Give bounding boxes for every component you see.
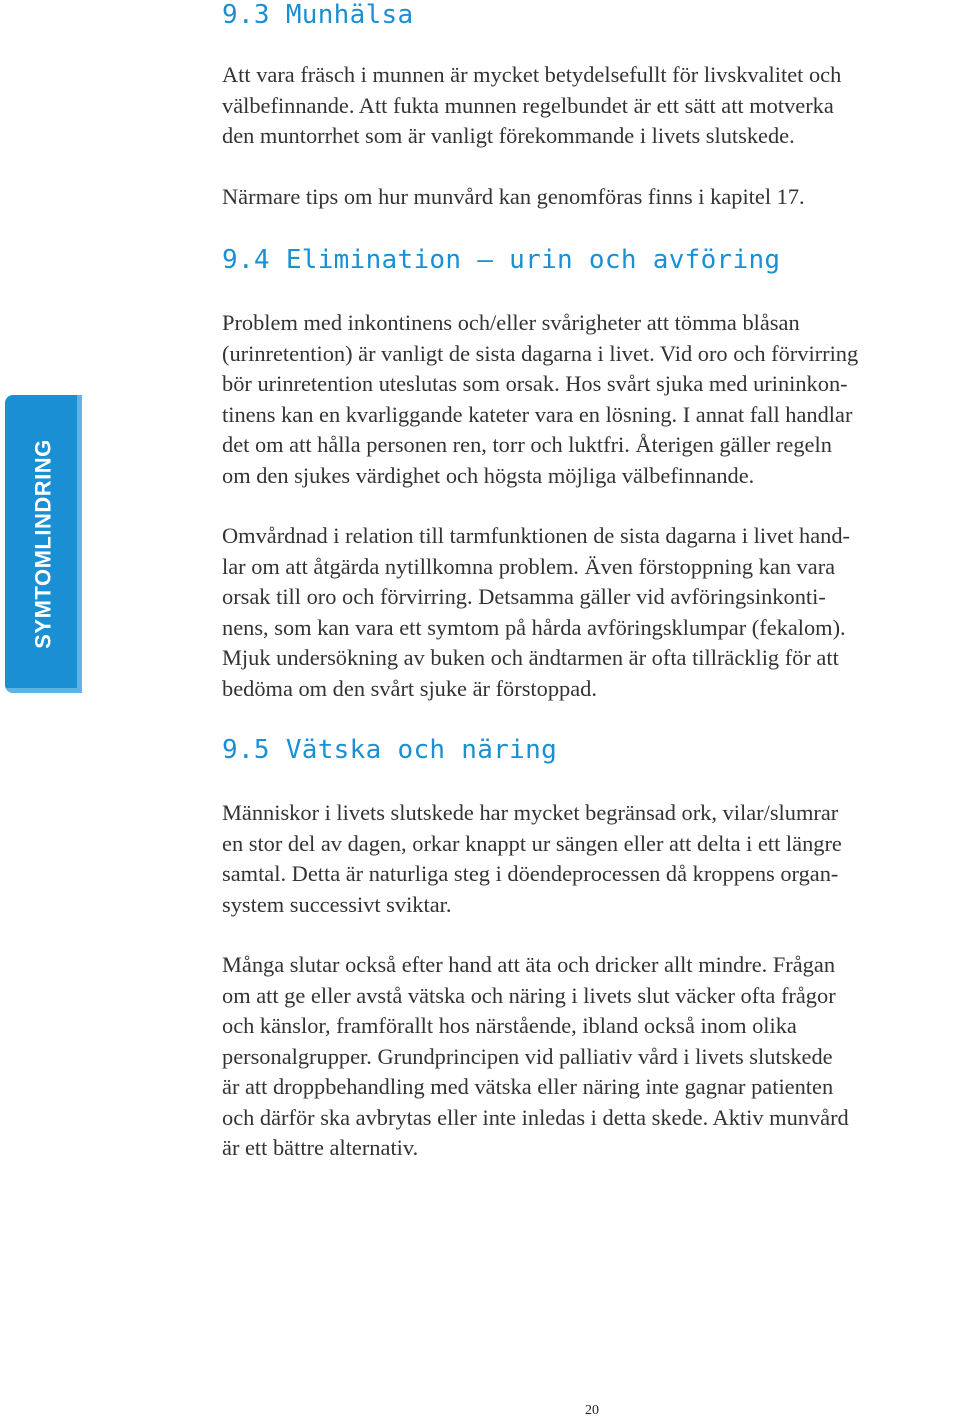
page-number: 20 [585, 1403, 599, 1418]
section-heading-munhalsa: 9.3 Munhälsa [222, 0, 414, 30]
paragraph-munhalsa-2 [222, 182, 805, 213]
text-line: Mjuk undersökning av buken och ändtarmen är ofta tillräcklig för att [222, 645, 839, 670]
text-line: är ett bättre alternativ. [222, 1135, 419, 1160]
paragraph-vatska-1 [222, 798, 842, 920]
text-line: bör urinretention uteslutas som orsak. Hos svårt sjuka med urininkon- [222, 371, 848, 396]
text-line: Närmare tips om hur munvård kan genomföras finns i kapitel 17. [222, 184, 805, 209]
text-line: bedöma om den svårt sjuke är förstoppad. [222, 675, 597, 701]
text-line: Omvårdnad i relation till tarmfunktionen de sista dagarna i livet hand- [222, 523, 850, 548]
paragraph-munhalsa-1 [222, 60, 841, 152]
text-line: en stor del av dagen, orkar knappt ur sängen eller att delta i ett längre [222, 830, 842, 856]
section-heading-vatska: 9.5 Vätska och näring [222, 735, 558, 765]
text-line: lar om att åtgärda nytillkomna problem. Även förstoppning kan vara [222, 553, 836, 579]
text-line: nens, som kan vara ett symtom på hårda avföringsklumpar (fekalom). [222, 614, 846, 640]
text-line: om den sjukes värdighet och högsta möjliga välbefinnande. [222, 462, 755, 488]
text-line: är att droppbehandling med vätska eller näring inte gagnar patienten [222, 1074, 834, 1099]
text-line: orsak till oro och förvirring. Detsamma gäller vid avföringsinkonti- [222, 584, 826, 609]
text-line: det om att hålla personen ren, torr och luktfri. Återigen gäller regeln [222, 432, 832, 457]
text-line: Problem med inkontinens och/eller svårigheter att tömma blåsan [222, 310, 800, 335]
text-line: om att ge eller avstå vätska och näring i livets slut väcker ofta frågor [222, 982, 836, 1008]
text-line: samtal. Detta är naturliga steg i döendeprocessen då kroppens organ- [222, 861, 839, 886]
text-line: system successivt sviktar. [222, 891, 452, 917]
text-line: välbefinnande. Att fukta munnen regelbundet är ett sätt att motverka [222, 92, 834, 118]
text-line: och känslor, framförallt hos närstående, ibland också inom olika [222, 1013, 797, 1038]
text-line: och därför ska avbrytas eller inte inledas i detta skede. Aktiv munvård [222, 1104, 849, 1130]
paragraph-vatska-2 [222, 950, 849, 1164]
text-line: Människor i livets slutskede har mycket begränsad ork, vilar/slumrar [222, 800, 839, 825]
text-line: den muntorrhet som är vanligt förekommande i livets slutskede. [222, 123, 795, 148]
chapter-side-tab-label-wrap [5, 395, 82, 693]
section-heading-elimination: 9.4 Elimination – urin och avföring [222, 245, 781, 275]
chapter-side-tab-label: SYMTOMLINDRING [30, 439, 56, 649]
paragraph-elimination-1 [222, 308, 858, 491]
text-line: Många slutar också efter hand att äta och dricker allt mindre. Frågan [222, 952, 836, 977]
chapter-side-tab [5, 395, 82, 693]
paragraph-elimination-2 [222, 521, 850, 704]
text-line: tinens kan en kvarliggande kateter vara en lösning. I annat fall handlar [222, 401, 853, 427]
text-line: personalgrupper. Grundprincipen vid palliativ vård i livets slutskede [222, 1043, 833, 1069]
text-line: (urinretention) är vanligt de sista dagarna i livet. Vid oro och förvirring [222, 340, 859, 366]
text-line: Att vara fräsch i munnen är mycket betydelsefullt för livskvalitet och [222, 62, 842, 87]
